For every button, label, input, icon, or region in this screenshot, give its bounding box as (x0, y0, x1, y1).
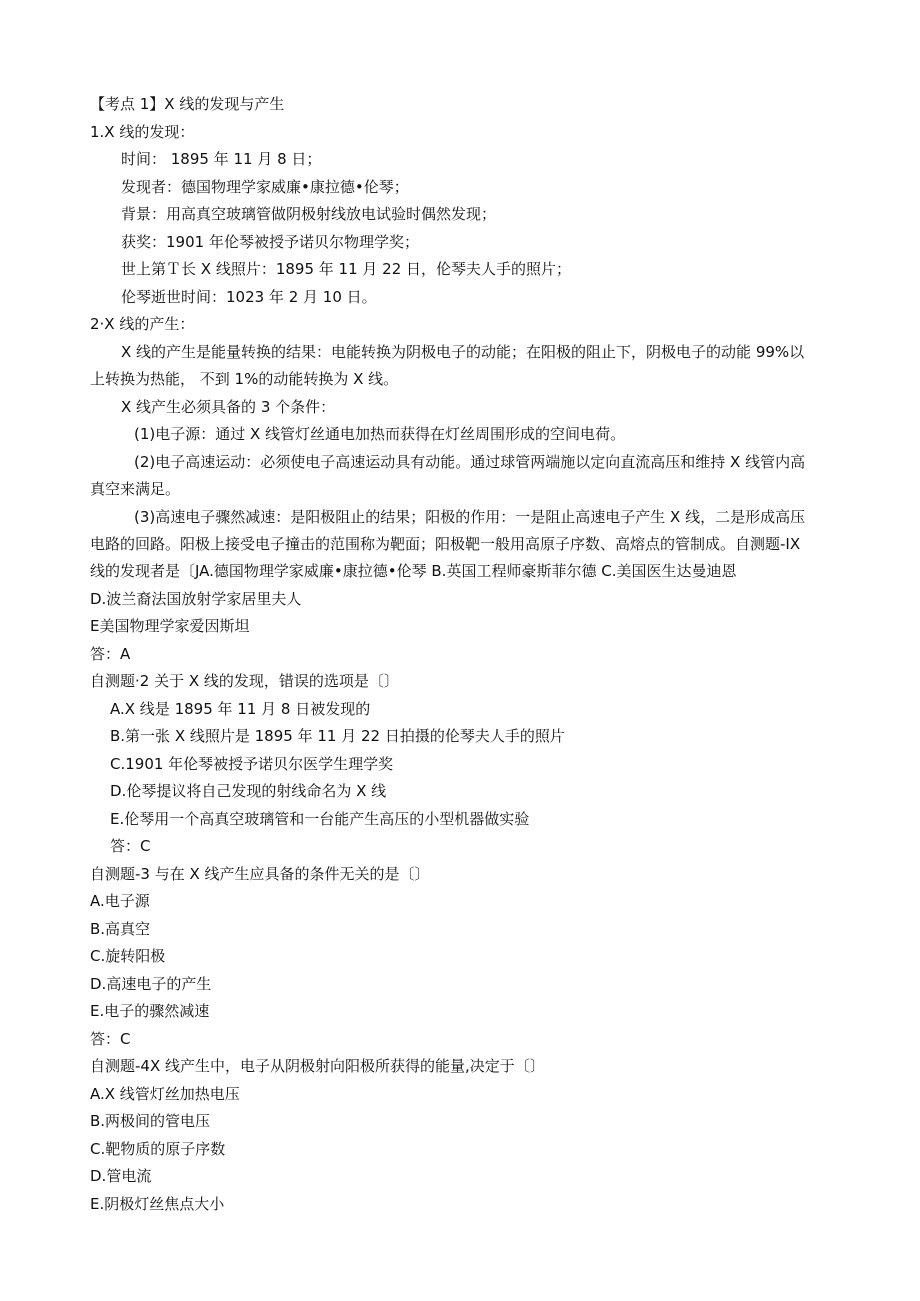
question-3-option-e: E.电子的骤然减速 (90, 1002, 210, 1020)
question-2-option-d: D.伦琴提议将自己发现的射线命名为 X 线 (110, 782, 387, 800)
discoverer: 发现者：德国物理学家威廉•康拉德•伦琴； (121, 178, 409, 196)
discovery-background: 背景：用高真空玻璃管做阴极射线放电试验时偶然发现； (121, 205, 497, 223)
condition-2-line-1: (2)电子高速运动：必须使电子高速运动具有动能。通过球管两端施以定向直流高压和维持 X 线管内高 (134, 453, 806, 471)
conditions-intro: X 线产生必须具备的 3 个条件： (121, 398, 336, 416)
condition-3-line-1: (3)高速电子骤然减速：是阳极阻止的结果；阳极的作用：一是阻止高速电子产生 X 线，二是形成高压 (134, 508, 806, 526)
question-3-answer: 答：C (90, 1030, 131, 1048)
question-2-option-a: A.X 线是 1895 年 11 月 8 日被发现的 (110, 700, 371, 718)
question-2-option-b: B.第一张 X 线照片是 1895 年 11 月 22 日拍摄的伦琴夫人手的照片 (110, 727, 565, 745)
question-2-option-e: E.伦琴用一个高真空玻璃管和一台能产生高压的小型机器做实验 (110, 810, 530, 828)
question-2-answer: 答：C (110, 837, 151, 855)
question-1-answer: 答：A (90, 645, 131, 663)
section-heading: 【考点 1】X 线的发现与产生 (90, 95, 285, 113)
question-1-line: 线的发现者是〔JA.德国物理学家威廉•康拉德•伦琴 B.英国工程师豪斯菲尔德 C.美国医生达曼迪恩 (90, 562, 737, 580)
question-2-option-c: C.1901 年伦琴被授予诺贝尔医学生理学奖 (110, 755, 394, 773)
question-4-option-e: E.阴极灯丝焦点大小 (90, 1195, 225, 1213)
question-4-option-a: A.X 线管灯丝加热电压 (90, 1085, 240, 1103)
question-3-option-b: B.高真空 (90, 920, 151, 938)
energy-conversion-line-2: 上转换为热能， 不到 1%的动能转换为 X 线。 (90, 370, 399, 388)
death-date: 伦琴逝世时间：1023 年 2 月 10 日。 (121, 288, 377, 306)
condition-2-line-2: 真空来满足。 (90, 480, 181, 498)
question-2-title: 自测题·2 关于 X 线的发现，错误的选项是〔〕 (90, 672, 399, 690)
question-3-title: 自测题-3 与在 X 线产生应具备的条件无关的是〔〕 (90, 865, 430, 883)
question-3-option-d: D.高速电子的产生 (90, 975, 212, 993)
condition-1: (1)电子源：通过 X 线管灯丝通电加热而获得在灯丝周围形成的空间电荷。 (134, 425, 626, 443)
condition-3-line-2: 电路的回路。阳极上接受电子撞击的范围称为靶面；阳极靶一般用高原子序数、高熔点的管制成。自测题-IX (90, 535, 801, 553)
question-4-option-b: B.两极间的管电压 (90, 1112, 211, 1130)
question-4-option-c: C.靶物质的原子序数 (90, 1140, 226, 1158)
question-3-option-a: A.电子源 (90, 892, 150, 910)
question-1-option-d: D.波兰裔法国放射学家居里夫人 (90, 590, 302, 608)
section-2-title: 2·X 线的产生： (90, 315, 195, 333)
question-4-title: 自测题-4X 线产生中，电子从阴极射向阳极所获得的能量,决定于〔〕 (90, 1057, 545, 1075)
question-1-option-e: E美国物理学家爱因斯坦 (90, 617, 250, 635)
first-xray-photo: 世上第Ｔ长 X 线照片：1895 年 11 月 22 日，伦琴夫人手的照片； (121, 260, 572, 278)
question-4-option-d: D.管电流 (90, 1167, 152, 1185)
award: 获奖：1901 年伦琴被授予诺贝尔物理学奖； (121, 233, 419, 251)
section-1-title: 1.X 线的发现： (90, 123, 195, 141)
discovery-time: 时间： 1895 年 11 月 8 日； (121, 150, 322, 168)
energy-conversion-line-1: X 线的产生是能量转换的结果：电能转换为阴极电子的动能；在阳极的阻止下，阴极电子的动能 99%以 (121, 343, 805, 361)
question-3-option-c: C.旋转阳极 (90, 947, 166, 965)
